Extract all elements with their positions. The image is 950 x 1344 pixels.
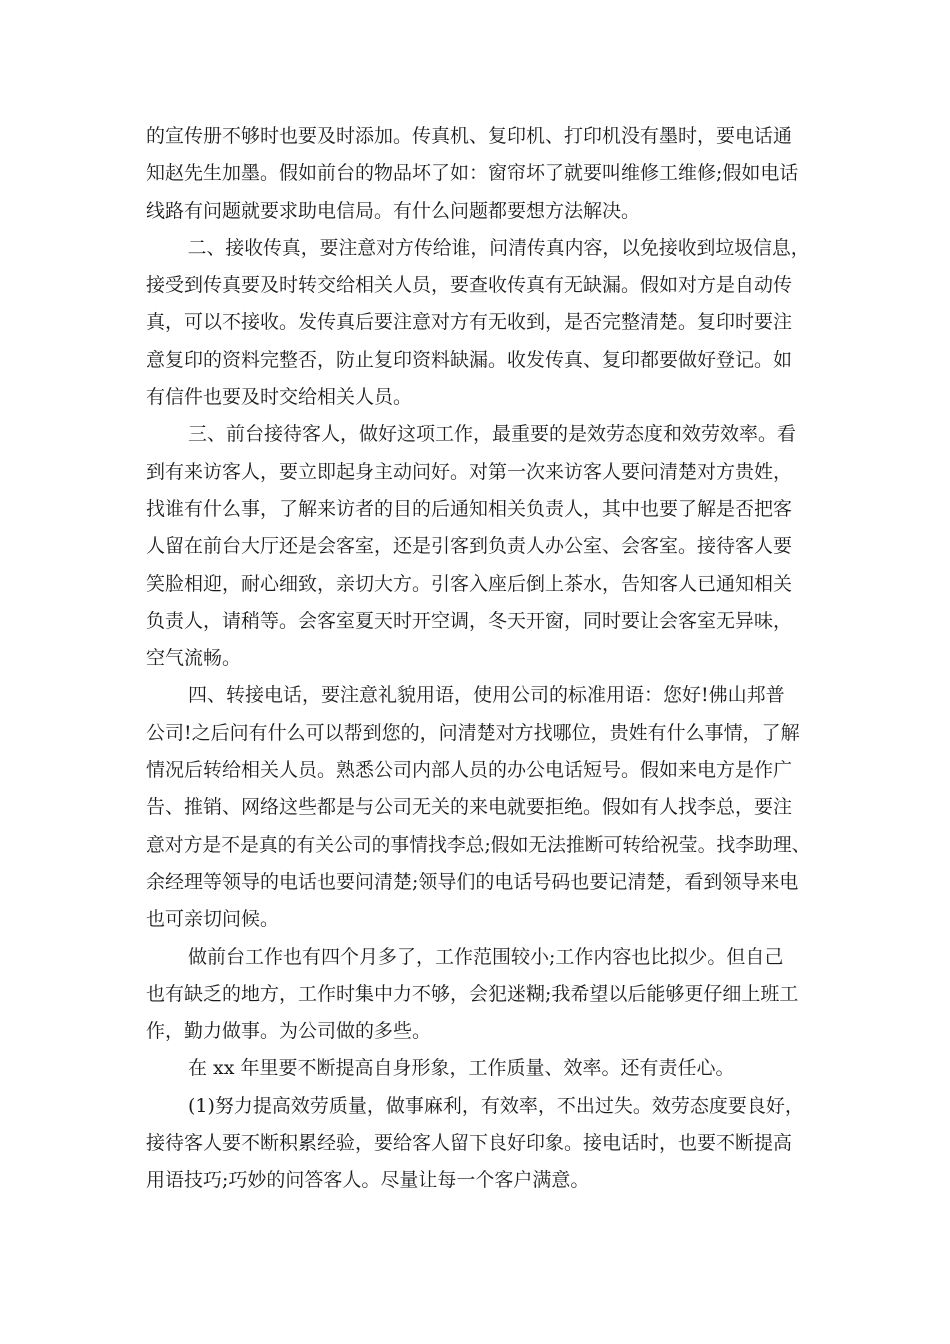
text-line: 公司!之后问有什么可以帮到您的，问清楚对方找哪位，贵姓有什么事情，了解 <box>146 721 800 744</box>
text-line: 到有来访客人，要立即起身主动问好。对第一次来访客人要问清楚对方贵姓， <box>146 460 793 483</box>
text-line: 也可亲切问候。 <box>146 908 280 931</box>
paragraph-first-line: 做前台工作也有四个月多了，工作范围较小;工作内容也比拟少。但自己 <box>188 945 784 968</box>
text-line: 人留在前台大厅还是会客室，还是引客到负责人办公室、会客室。接待客人要 <box>146 535 793 558</box>
text-line: 找谁有什么事，了解来访者的目的后通知相关负责人，其中也要了解是否把客 <box>146 497 793 520</box>
text-line: 有信件也要及时交给相关人员。 <box>146 386 413 409</box>
text-line: 用语技巧;巧妙的问答客人。尽量让每一个客户满意。 <box>146 1169 590 1192</box>
paragraph-first-line: (1)努力提高效劳质量，做事麻利，有效率，不出过失。效劳态度要良好， <box>188 1094 804 1117</box>
text-line: 余经理等领导的电话也要问清楚;领导们的电话号码也要记清楚，看到领导来电 <box>146 870 799 893</box>
text-line: 知赵先生加墨。假如前台的物品坏了如：窗帘坏了就要叫维修工维修;假如电话 <box>146 162 799 185</box>
text-line: 也有缺乏的地方，工作时集中力不够，会犯迷糊;我希望以后能够更仔细上班工 <box>146 982 799 1005</box>
text-line: 接待客人要不断积累经验，要给客人留下良好印象。接电话时，也要不断提高 <box>146 1132 793 1155</box>
body-text <box>146 118 810 1200</box>
text-line: 真，可以不接收。发传真后要注意对方有无收到，是否完整清楚。复印时要注 <box>146 311 793 334</box>
text-line: 意对方是不是真的有关公司的事情找李总;假如无法推断可转给祝莹。找李助理、 <box>146 833 811 856</box>
text-line: 的宣传册不够时也要及时添加。传真机、复印机、打印机没有墨时，要电话通 <box>146 125 793 147</box>
text-line: 负责人，请稍等。会客室夏天时开空调，冬天开窗，同时要让会客室无异味， <box>146 609 793 632</box>
text-line: 笑脸相迎，耐心细致，亲切大方。引客入座后倒上茶水，告知客人已通知相关 <box>146 572 793 595</box>
paragraph-first-line: 四、转接电话，要注意礼貌用语，使用公司的标准用语：您好!佛山邦普 <box>188 684 785 707</box>
paragraph-first-line: 三、前台接待客人，做好这项工作，最重要的是效劳态度和效劳效率。看 <box>188 423 797 446</box>
text-line: 作，勤力做事。为公司做的多些。 <box>146 1020 432 1043</box>
text-line: 告、推销、网络这些都是与公司无关的来电就要拒绝。假如有人找李总，要注 <box>146 796 793 819</box>
text-line: 空气流畅。 <box>146 647 242 670</box>
text-line: 意复印的资料完整否，防止复印资料缺漏。收发传真、复印都要做好登记。如 <box>146 348 793 371</box>
text-line: 情况后转给相关人员。熟悉公司内部人员的办公电话短号。假如来电方是作广 <box>146 759 793 782</box>
text-line: 线路有问题就要求助电信局。有什么问题都要想方法解决。 <box>146 199 641 222</box>
paragraph-first-line: 在 xx 年里要不断提高自身形象，工作质量、效率。还有责任心。 <box>188 1057 735 1080</box>
text-line: 接受到传真要及时转交给相关人员，要查收传真有无缺漏。假如对方是自动传 <box>146 274 793 297</box>
paragraph-first-line: 二、接收传真，要注意对方传给谁，问清传真内容，以免接收到垃圾信息， <box>187 236 810 259</box>
